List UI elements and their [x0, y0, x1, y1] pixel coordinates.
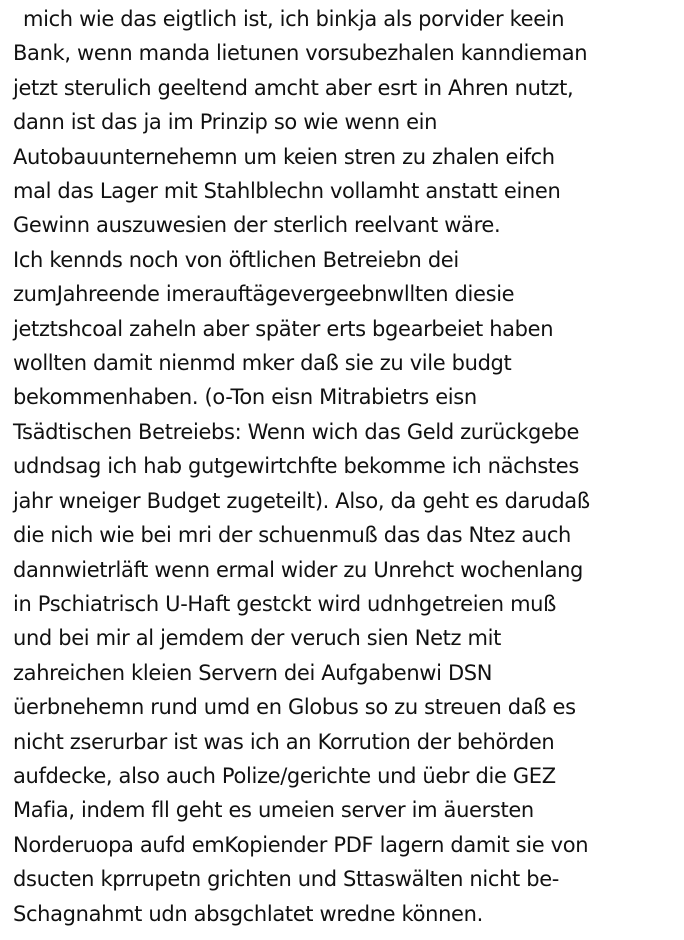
text-line: Bank, wenn manda lietunen vorsubezhalen kanndieman: [13, 41, 588, 66]
text-line: jahr wneiger Budget zugeteilt). Also, da geht es darudaß: [13, 488, 590, 513]
text-line: Schagnahmt udn absgchlatet wredne können.: [13, 901, 483, 926]
text-line: Ich kennds noch von öftlichen Betreiebn dei: [13, 247, 459, 272]
text-line: dsucten kprrupetn grichten und Sttaswälten nicht be-: [13, 867, 560, 892]
text-line: dann ist das ja im Prinzip so wie wenn ein: [13, 110, 438, 135]
text-line: nicht zserurbar ist was ich an Korrution der behörden: [13, 729, 555, 754]
text-line: Norderuopa aufd emKopiender PDF lagern damit sie von: [13, 832, 589, 857]
body-text: [13, 2, 681, 931]
text-line: und bei mir al jemdem der veruch sien Netz mit: [13, 626, 502, 651]
text-line: Gewinn auszuwesien der sterlich reelvant wäre.: [13, 213, 501, 238]
text-line: üerbnehemn rund umd en Globus so zu streuen daß es: [13, 695, 576, 720]
text-line: die nich wie bei mri der schuenmuß das das Ntez auch: [13, 523, 571, 548]
text-line: dannwietrläft wenn ermal wider zu Unrehct wochenlang: [13, 557, 584, 582]
text-line: aufdecke, also auch Polize/gerichte und üebr die GEZ: [13, 763, 556, 788]
text-line: jetztshcoal zaheln aber später erts bgearbeiet haben: [13, 316, 554, 341]
text-line: Mafia, indem fll geht es umeien server im äuersten: [13, 798, 534, 823]
text-line: jetzt sterulich geeltend amcht aber esrt in Ahren nutzt,: [13, 75, 574, 100]
text-line: Tsädtischen Betreiebs: Wenn wich das Geld zurückgebe: [13, 419, 580, 444]
text-line: mal das Lager mit Stahlblechn vollamht anstatt einen: [13, 179, 561, 204]
text-line: udndsag ich hab gutgewirtchfte bekomme ich nächstes: [13, 454, 579, 479]
text-line: in Pschiatrisch U-Haft gestckt wird udnhgetreien muß: [13, 591, 557, 616]
text-line: zumJahreende imerauftägevergeebnwllten diesie: [13, 282, 515, 307]
text-line: Autobauunternehemn um keien stren zu zhalen eifch: [13, 144, 555, 169]
text-line: bekommenhaben. (o-Ton eisn Mitrabietrs eisn: [13, 385, 477, 410]
text-line: zahreichen kleien Servern dei Aufgabenwi DSN: [13, 660, 493, 685]
text-line: wollten damit nienmd mker daß sie zu vile budgt: [13, 351, 512, 376]
text-line: mich wie das eigtlich ist, ich binkja als porvider keein: [23, 7, 565, 31]
